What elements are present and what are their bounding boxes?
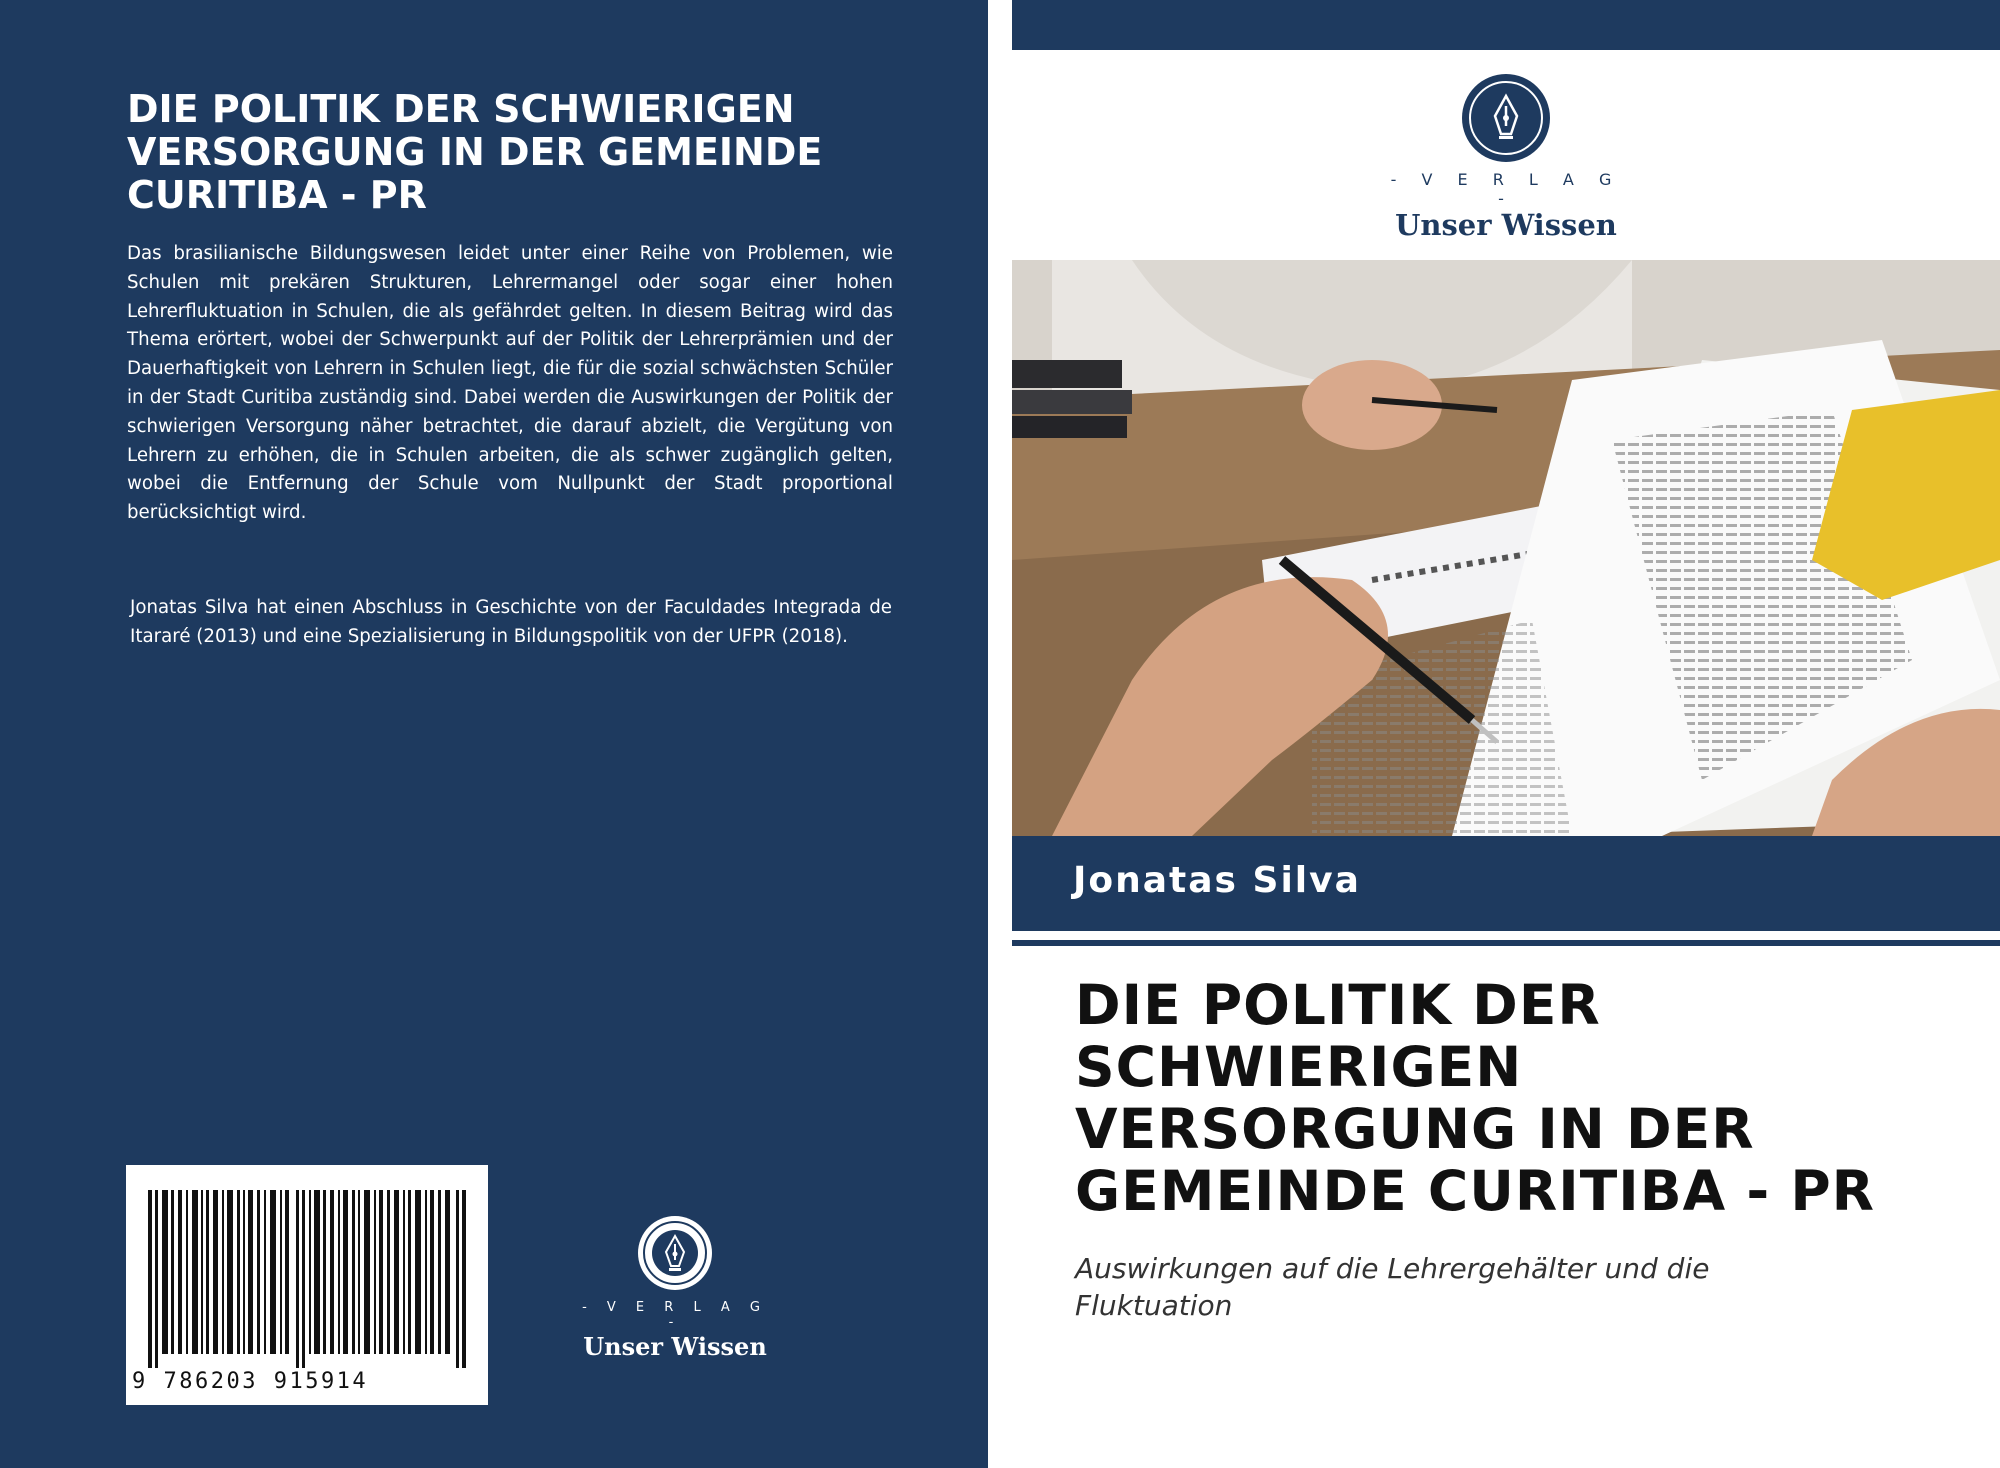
isbn-digits: 9 786203 915914 xyxy=(132,1369,369,1394)
logo-brand-name: Unser Wissen xyxy=(583,1332,767,1361)
back-cover xyxy=(0,0,988,1468)
back-cover-title: DIE POLITIK DER SCHWIERIGEN VERSORGUNG IN DER GEMEINDE CURITIBA - PR xyxy=(127,87,823,217)
fountain-pen-nib-icon xyxy=(1460,72,1552,164)
isbn-barcode xyxy=(126,1165,488,1405)
author-bio: Jonatas Silva hat einen Abschluss in Geschichte von der Faculdades Integrada de Itararé (2013) und eine Spezialisierung in Bildungspolitik von der UFPR (2018). xyxy=(130,597,892,647)
logo-verlag-label: - V E R L A G - xyxy=(582,1300,768,1330)
back-cover-blurb: Das brasilianische Bildungswesen leidet unter einer Reihe von Problemen, wie Schulen mit prekären Strukturen, Lehrermangel oder sogar einer hohen Lehrerfluktuation in Schulen, die als gefährdet gelten. In diesem Beitrag wird das Thema erörtert, wobei der Schwerpunkt auf der Politik der Lehrerprämien und der Dauerhaftigkeit von Lehrern in Schulen liegt, die für die sozial schwächsten Schüler in der Stadt Curitiba zuständig sind. Dabei werden die Auswirkungen der Politik der schwierigen Versorgung näher betrachtet, die darauf abzielt, die Vergütung von Lehrern zu erhöhen, die in Schulen arbeiten, die als schwer zugänglich gelten, wobei die Entfernung der Schule vom Nullpunkt der Stadt proportional berücksichtigt wird. xyxy=(127,243,893,524)
barcode-bars xyxy=(148,1190,466,1368)
front-cover-title: DIE POLITIK DER SCHWIERIGEN VERSORGUNG IN DER GEMEINDE CURITIBA - PR xyxy=(1075,973,1875,1223)
fountain-pen-nib-icon xyxy=(636,1214,714,1292)
logo-brand-name: Unser Wissen xyxy=(1395,208,1617,242)
author-name: Jonatas Silva xyxy=(1073,860,1361,901)
publisher-logo-front xyxy=(1390,72,1622,242)
divider-rule xyxy=(1012,940,2000,946)
top-band xyxy=(1012,0,2000,50)
spine xyxy=(988,0,1012,1468)
front-cover xyxy=(1012,0,2000,1468)
cover-photo xyxy=(1012,260,2000,836)
author-band xyxy=(1012,836,2000,931)
cover-photo-illustration xyxy=(1012,260,2000,836)
publisher-logo-back xyxy=(570,1214,780,1361)
front-cover-subtitle: Auswirkungen auf die Lehrergehälter und die Fluktuation xyxy=(1075,1252,1710,1322)
logo-verlag-label: - V E R L A G - xyxy=(1390,170,1622,208)
